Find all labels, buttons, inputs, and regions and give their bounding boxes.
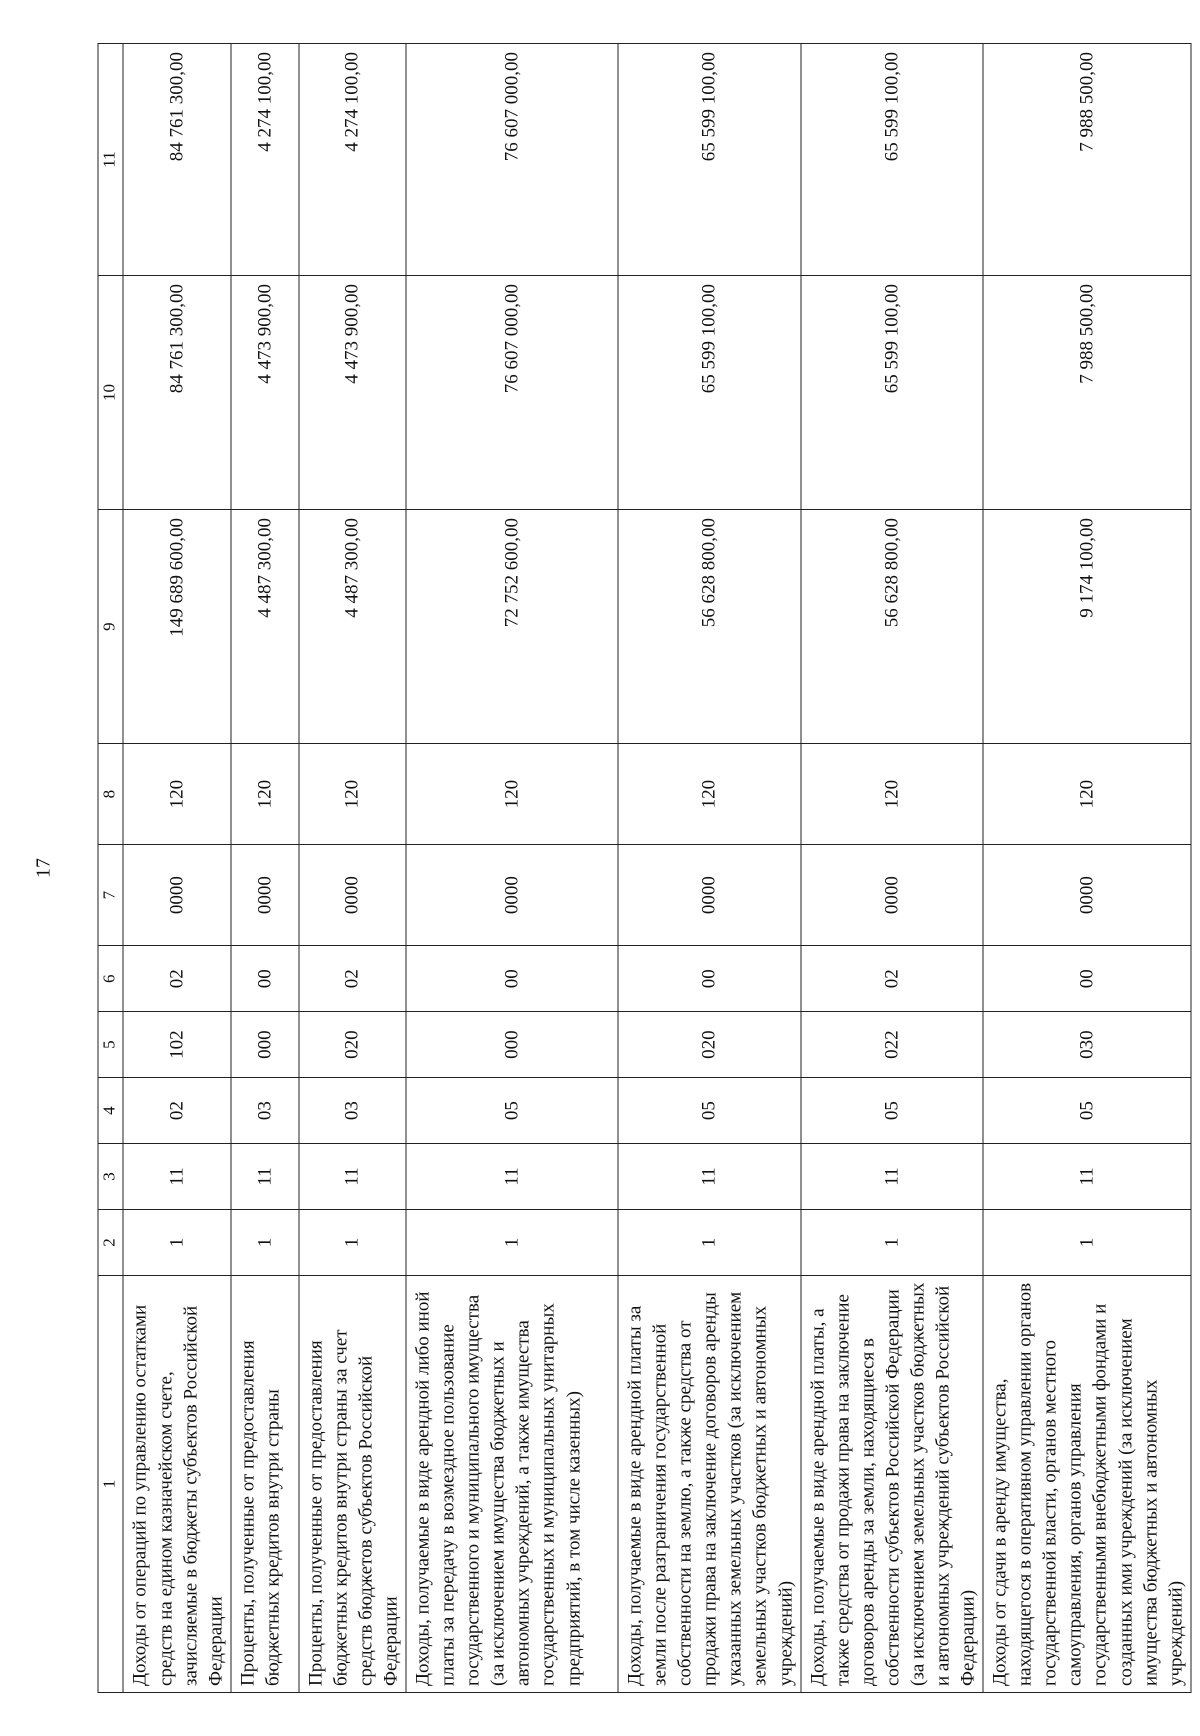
amount-cell: 7 988 500,00 [983, 44, 1191, 276]
code-cell: 000 [406, 1012, 618, 1078]
code-cell: 0000 [983, 845, 1191, 946]
code-cell: 022 [801, 1012, 984, 1078]
code-cell: 0000 [801, 845, 984, 946]
table-row [618, 44, 801, 1693]
table-row [406, 44, 618, 1693]
code-cell: 11 [231, 1144, 299, 1210]
code-cell: 00 [406, 946, 618, 1012]
code-cell: 120 [406, 744, 618, 845]
amount-cell: 84 761 300,00 [123, 44, 230, 276]
code-cell: 02 [801, 946, 984, 1012]
code-cell: 03 [231, 1078, 299, 1144]
code-cell: 02 [123, 946, 230, 1012]
page-number: 17 [32, 858, 55, 878]
amount-cell: 72 752 600,00 [406, 510, 618, 744]
amount-cell: 56 628 800,00 [618, 510, 801, 744]
code-cell: 1 [801, 1210, 984, 1276]
code-cell: 020 [299, 1012, 406, 1078]
amount-cell: 76 607 000,00 [406, 275, 618, 509]
code-cell: 000 [231, 1012, 299, 1078]
column-header: 5 [98, 1012, 123, 1078]
amount-cell: 4 473 900,00 [299, 275, 406, 509]
column-header: 6 [98, 946, 123, 1012]
code-cell: 11 [406, 1144, 618, 1210]
table-row [983, 44, 1191, 1693]
amount-cell: 65 599 100,00 [618, 44, 801, 276]
amount-cell: 56 628 800,00 [801, 510, 984, 744]
code-cell: 1 [231, 1210, 299, 1276]
code-cell: 1 [123, 1210, 230, 1276]
code-cell: 05 [801, 1078, 984, 1144]
amount-cell: 65 599 100,00 [801, 44, 984, 276]
table-row [123, 44, 230, 1693]
amount-cell: 4 487 300,00 [299, 510, 406, 744]
code-cell: 0000 [231, 845, 299, 946]
code-cell: 0000 [618, 845, 801, 946]
code-cell: 00 [983, 946, 1191, 1012]
code-cell: 120 [231, 744, 299, 845]
code-cell: 11 [801, 1144, 984, 1210]
amount-cell: 4 473 900,00 [231, 275, 299, 509]
code-cell: 05 [406, 1078, 618, 1144]
code-cell: 0000 [123, 845, 230, 946]
amount-cell: 4 274 100,00 [231, 44, 299, 276]
code-cell: 120 [801, 744, 984, 845]
code-cell: 11 [299, 1144, 406, 1210]
column-header: 9 [98, 510, 123, 744]
table-row [299, 44, 406, 1693]
code-cell: 1 [618, 1210, 801, 1276]
row-description: Проценты, полученные от предоставления бюджетных кредитов внутри страны за счет средств бюджетов субъектов Российской Федерации [299, 1275, 406, 1692]
amount-cell: 84 761 300,00 [123, 275, 230, 509]
code-cell: 020 [618, 1012, 801, 1078]
table-row [231, 44, 299, 1693]
amount-cell: 4 487 300,00 [231, 510, 299, 744]
amount-cell: 65 599 100,00 [618, 275, 801, 509]
code-cell: 02 [299, 946, 406, 1012]
code-cell: 00 [231, 946, 299, 1012]
code-cell: 05 [618, 1078, 801, 1144]
code-cell: 0000 [406, 845, 618, 946]
code-cell: 00 [618, 946, 801, 1012]
code-cell: 02 [123, 1078, 230, 1144]
amount-cell: 65 599 100,00 [801, 275, 984, 509]
row-description: Проценты, полученные от предоставления бюджетных кредитов внутри страны [231, 1275, 299, 1692]
code-cell: 120 [299, 744, 406, 845]
column-header: 1 [98, 1275, 123, 1692]
code-cell: 030 [983, 1012, 1191, 1078]
amount-cell: 76 607 000,00 [406, 44, 618, 276]
code-cell: 11 [618, 1144, 801, 1210]
amount-cell: 149 689 600,00 [123, 510, 230, 744]
code-cell: 120 [123, 744, 230, 845]
code-cell: 11 [123, 1144, 230, 1210]
rotated-table-container [98, 43, 1187, 1693]
amount-cell: 7 988 500,00 [983, 275, 1191, 509]
column-header: 2 [98, 1210, 123, 1276]
code-cell: 11 [983, 1144, 1191, 1210]
code-cell: 102 [123, 1012, 230, 1078]
budget-revenue-table [98, 43, 1192, 1693]
code-cell: 1 [406, 1210, 618, 1276]
amount-cell: 4 274 100,00 [299, 44, 406, 276]
column-header: 3 [98, 1144, 123, 1210]
column-header: 4 [98, 1078, 123, 1144]
row-description: Доходы, получаемые в виде арендной либо иной платы за передачу в возмездное пользование государственного и муниципального имущества (за исключением имущества бюджетных и автономных учреждений, а также имущества государственных и муниципальных унитарных предприятий, в том числе казенных) [406, 1275, 618, 1692]
code-cell: 03 [299, 1078, 406, 1144]
column-header: 7 [98, 845, 123, 946]
code-cell: 0000 [299, 845, 406, 946]
code-cell: 1 [983, 1210, 1191, 1276]
column-header: 10 [98, 275, 123, 509]
row-description: Доходы от сдачи в аренду имущества, находящегося в оперативном управлении органов государственной власти, органов местного самоуправления, органов управления государственными внебюджетными фондами и созданных ими учреждений (за исключением имущества бюджетных и автономных учреждений) [983, 1275, 1191, 1692]
row-description: Доходы, получаемые в виде арендной платы, а также средства от продажи права на заключение договоров аренды за земли, находящиеся в собственности субъектов Российской Федерации (за исключением земельных участков бюджетных и автономных учреждений субъектов Российской Федерации) [801, 1275, 984, 1692]
code-cell: 120 [618, 744, 801, 845]
amount-cell: 9 174 100,00 [983, 510, 1191, 744]
row-description: Доходы, получаемые в виде арендной платы за земли после разграничения государственной собственности на землю, а также средства от продажи права на заключение договоров аренды указанных земельных участков (за исключением земельных участков бюджетных и автономных учреждений) [618, 1275, 801, 1692]
code-cell: 120 [983, 744, 1191, 845]
code-cell: 05 [983, 1078, 1191, 1144]
column-header: 8 [98, 744, 123, 845]
row-description: Доходы от операций по управлению остатками средств на едином казначейском счете, зачисляемые в бюджеты субъектов Российской Федерации [123, 1275, 230, 1692]
column-header: 11 [98, 44, 123, 276]
column-number-row [98, 44, 123, 1693]
table-row [801, 44, 984, 1693]
code-cell: 1 [299, 1210, 406, 1276]
